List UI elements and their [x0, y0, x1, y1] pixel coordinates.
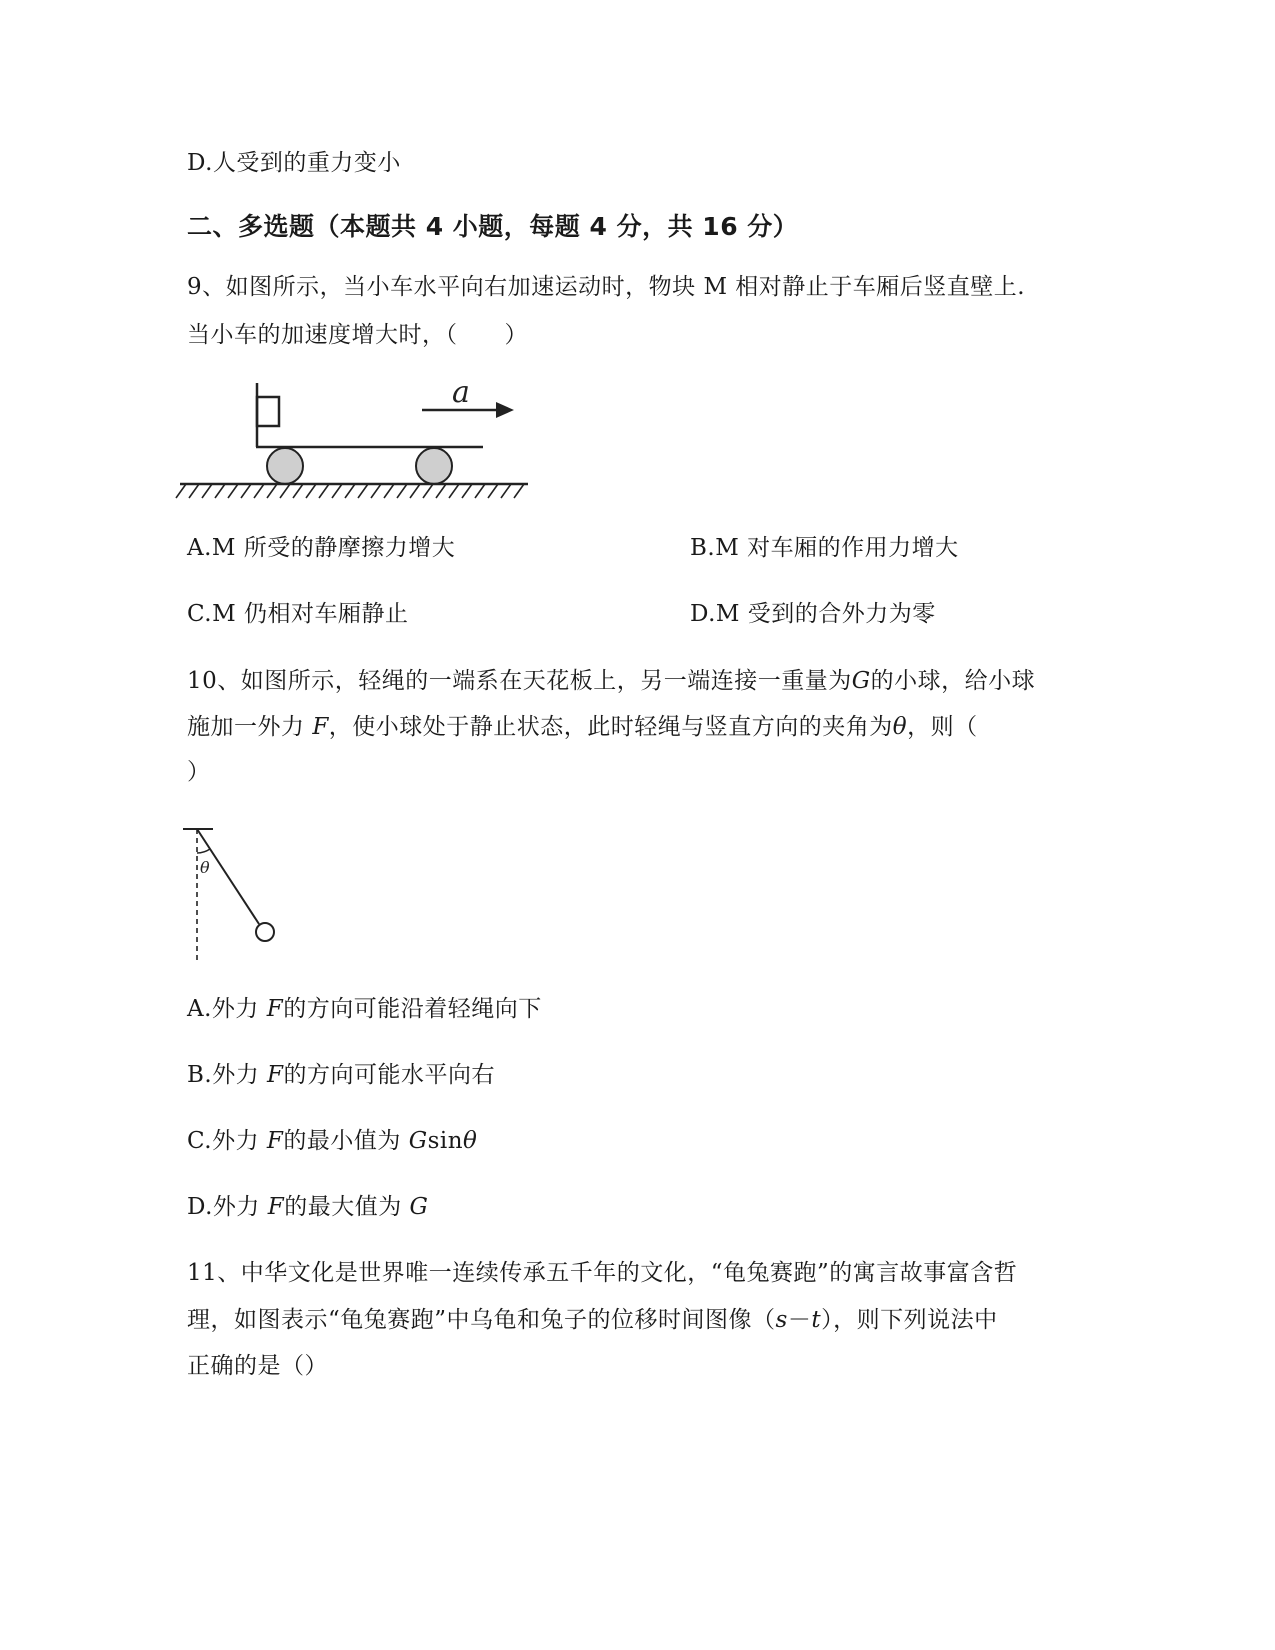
var-g: G — [408, 1128, 428, 1154]
var-theta: θ — [463, 1128, 478, 1154]
angle-label: θ — [200, 858, 210, 877]
var-f: F — [267, 1062, 284, 1088]
q9-stem-line1: 9、如图所示，当小车水平向右加速运动时，物块 M 相对静止于车厢后竖直壁上. — [187, 274, 1026, 300]
var-theta: θ — [892, 714, 908, 740]
var-f: F — [266, 1128, 284, 1154]
ball — [256, 923, 274, 941]
cart-wheel-front — [416, 448, 452, 484]
q10-option-c — [187, 1126, 477, 1156]
var-g: G — [409, 1194, 429, 1220]
q11-text: ），则下列说法中 — [821, 1307, 998, 1333]
option-text: 的方向可能水平向右 — [283, 1062, 495, 1088]
q9-option-a: A.M 所受的静摩擦力增大 — [187, 535, 456, 561]
q10-stem-line2 — [187, 712, 978, 742]
q11-text: － — [787, 1307, 812, 1333]
option-text: 的方向可能沿着轻绳向下 — [283, 996, 542, 1022]
q10-option-d — [187, 1192, 428, 1222]
q9-option-d: D.M 受到的合外力为零 — [690, 601, 936, 627]
q10-option-a — [187, 994, 542, 1024]
q10-text: ，则（ — [907, 714, 978, 740]
q10-text: 10、如图所示，轻绳的一端系在天花板上，另一端连接一重量为 — [187, 668, 852, 694]
q10-stem-line1 — [187, 666, 1035, 696]
block-m — [257, 397, 279, 426]
q9-option-b: B.M 对车厢的作用力增大 — [690, 535, 959, 561]
acceleration-arrowhead — [496, 402, 514, 418]
acceleration-label: a — [452, 375, 470, 410]
q10-stem-line3: ） — [187, 759, 211, 785]
q11-stem-line2 — [187, 1305, 998, 1335]
q10-text: 的小球，给小球 — [870, 668, 1036, 694]
option-text: D.外力 — [187, 1194, 268, 1220]
q11-stem-line1: 11、中华文化是世界唯一连续传承五千年的文化，“龟兔赛跑”的寓言故事富含哲 — [187, 1260, 1018, 1286]
angle-arc — [197, 849, 210, 853]
q8-option-d: D.人受到的重力变小 — [187, 150, 401, 176]
option-text: sin — [427, 1128, 464, 1154]
q10-pendulum-figure — [180, 825, 290, 965]
var-f: F — [266, 996, 284, 1022]
option-text: C.外力 — [187, 1128, 267, 1154]
option-text: B.外力 — [187, 1062, 268, 1088]
cart-wheel-rear — [267, 448, 303, 484]
q10-text: 施加一外力 — [187, 714, 305, 740]
option-text: A.外力 — [187, 996, 267, 1022]
option-text: 的最小值为 — [283, 1128, 409, 1154]
option-text: 的最大值为 — [284, 1194, 410, 1220]
section-title: 二、多选题（本题共 4 小题，每题 4 分，共 16 分） — [187, 212, 799, 241]
q9-cart-figure — [180, 375, 550, 520]
q9-stem-line2: 当小车的加速度增大时，（ ） — [187, 322, 528, 348]
var-g: G — [851, 668, 871, 694]
q11-text: 理，如图表示“龟兔赛跑”中乌龟和兔子的位移时间图像（ — [187, 1307, 776, 1333]
var-f: F — [312, 714, 329, 740]
q11-stem-line3: 正确的是（） — [187, 1353, 328, 1379]
q10-option-b — [187, 1060, 495, 1090]
ground-hatching — [176, 484, 524, 498]
q9-option-c: C.M 仍相对车厢静止 — [187, 601, 409, 627]
var-f: F — [267, 1194, 285, 1220]
var-t: t — [811, 1307, 822, 1333]
var-s: s — [775, 1307, 788, 1333]
q10-text: ，使小球处于静止状态，此时轻绳与竖直方向的夹角为 — [328, 714, 893, 740]
